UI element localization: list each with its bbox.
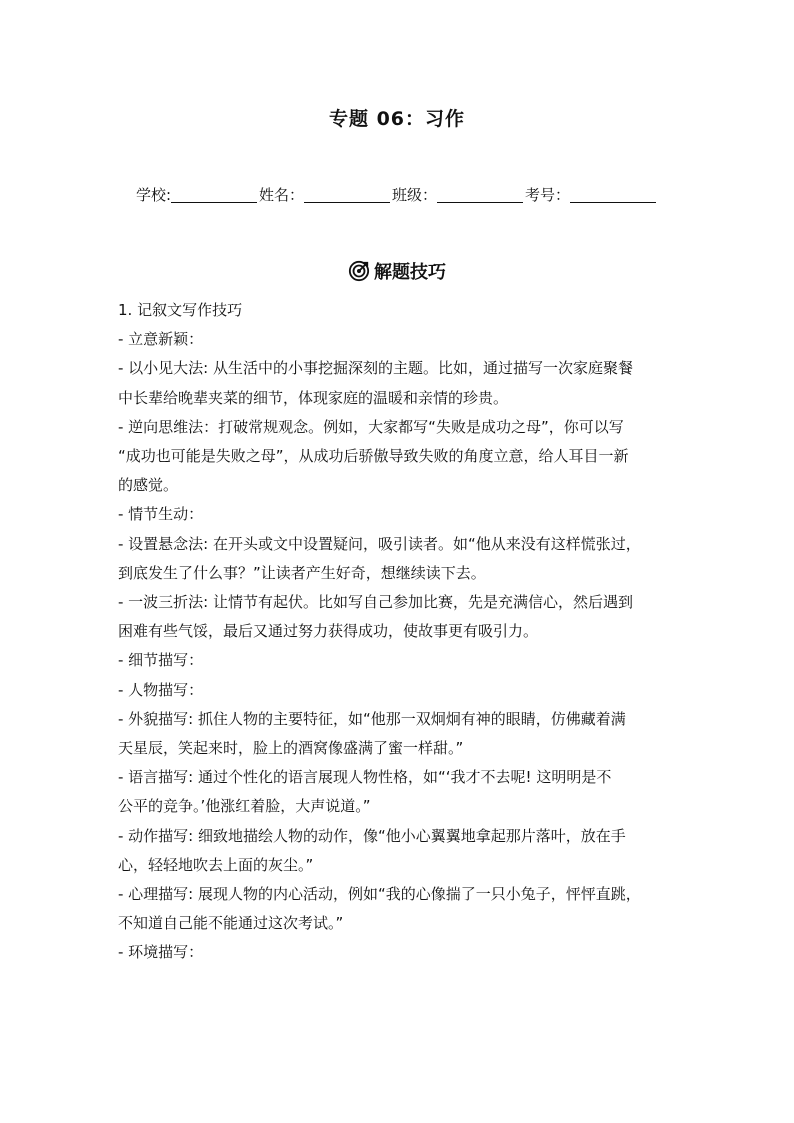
section-heading: [0, 258, 794, 284]
class-label: 班级：: [392, 186, 438, 204]
text-line: - 一波三折法: 让情节有起伏。比如写自己参加比赛，先是充满信心，然后遇到: [118, 593, 634, 612]
text-line: - 情节生动：: [118, 505, 204, 524]
exam-number-label: 考号：: [525, 186, 571, 204]
school-blank[interactable]: [171, 186, 257, 203]
body-text: [118, 296, 678, 968]
text-line: - 人物描写：: [118, 680, 204, 699]
class-blank[interactable]: [437, 186, 523, 203]
document-title: 专题 06：习作: [328, 108, 466, 130]
section-title: 解题技巧: [374, 262, 446, 283]
text-line: - 设置悬念法: 在开头或文中设置疑问，吸引读者。如“他从来没有这样慌张过，: [118, 534, 641, 553]
text-line: 天星辰，笑起来时，脸上的酒窝像盛满了蜜一样甜。”: [118, 739, 464, 758]
text-line: “成功也可能是失败之母”，从成功后骄傲导致失败的角度立意，给人耳目一新: [118, 447, 629, 466]
text-line: - 外貌描写: 抓住人物的主要特征，如“他那一双炯炯有神的眼睛，仿佛藏着满: [118, 709, 626, 728]
text-line: 中长辈给晚辈夹菜的细节，体现家庭的温暖和亲情的珍贵。: [118, 388, 509, 407]
text-line: - 环境描写：: [118, 943, 204, 962]
text-line: 困难有些气馁，最后又通过努力获得成功，使故事更有吸引力。: [118, 622, 539, 641]
target-icon: [348, 260, 370, 282]
text-line: - 心理描写: 展现人物的内心活动，例如“我的心像揣了一只小兔子，怦怦直跳，: [118, 885, 641, 904]
text-line: - 逆向思维法：打破常规观念。例如，大家都写“失败是成功之母”，你可以写: [118, 417, 624, 436]
text-line: 心，轻轻地吹去上面的灰尘。”: [118, 855, 314, 874]
name-blank[interactable]: [304, 186, 390, 203]
text-line: - 以小见大法: 从生活中的小事挖掘深刻的主题。比如，通过描写一次家庭聚餐: [118, 359, 634, 378]
text-line: 不知道自己能不能通过这次考试。”: [118, 914, 344, 933]
text-line: - 立意新颖：: [118, 330, 204, 349]
school-label: 学校:: [135, 186, 171, 204]
text-line: 公平的竞争。’他涨红着脸，大声说道。”: [118, 797, 371, 816]
text-line: - 动作描写: 细致地描绘人物的动作，像“他小心翼翼地拿起那片落叶，放在手: [118, 826, 626, 845]
text-line: - 语言描写: 通过个性化的语言展现人物性格，如“‘我才不去呢! 这明明是不: [118, 768, 612, 787]
text-line: 到底发生了什么事？”让读者产生好奇，想继续读下去。: [118, 563, 486, 582]
text-line: 的感觉。: [118, 476, 179, 495]
text-line: 1. 记叙文写作技巧: [118, 301, 243, 319]
student-info-line: [0, 184, 794, 205]
text-line: - 细节描写：: [118, 651, 204, 670]
exam-number-blank[interactable]: [570, 186, 656, 203]
name-label: 姓名：: [259, 186, 305, 204]
